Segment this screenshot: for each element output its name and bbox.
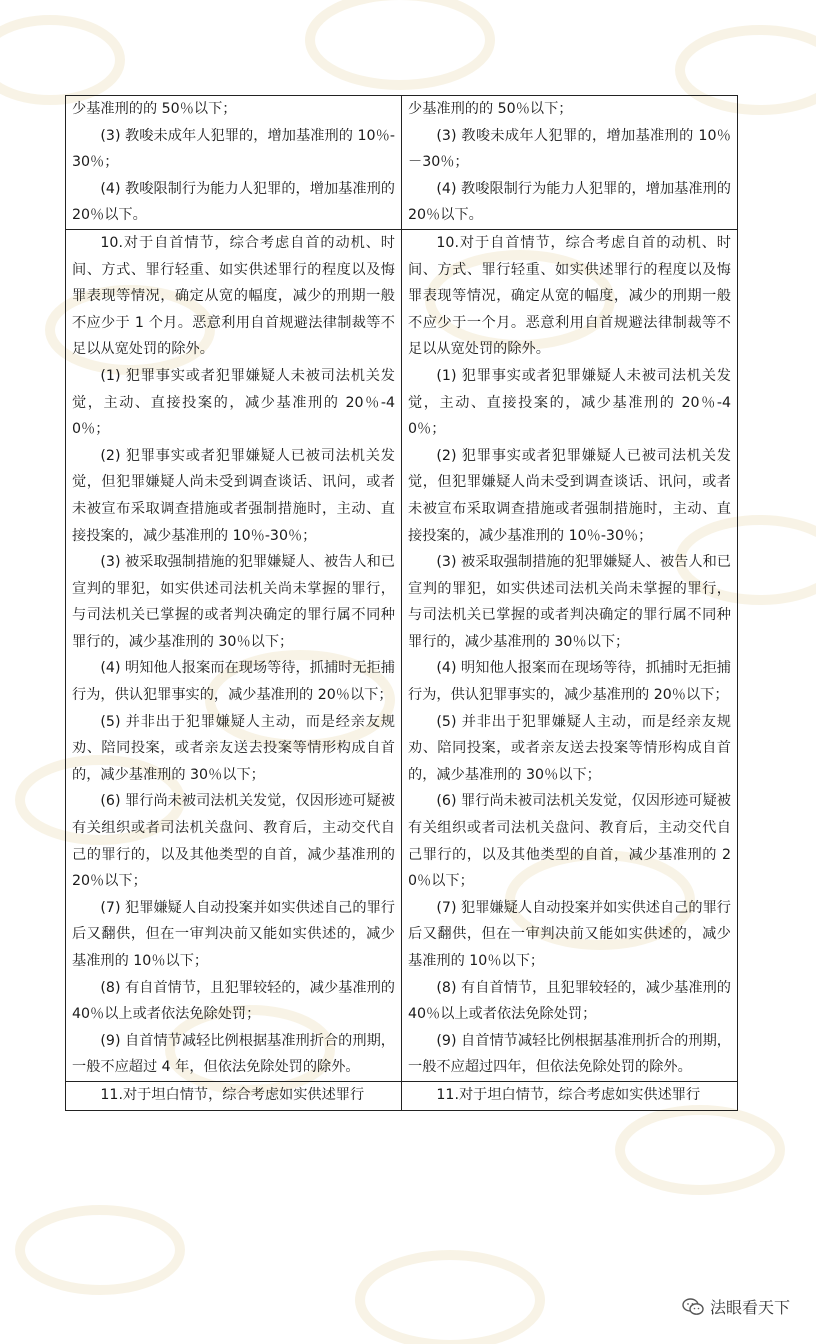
table-row — [66, 1081, 738, 1110]
wechat-icon — [682, 1298, 704, 1316]
left-cell — [66, 96, 402, 230]
paragraph: 10.对于自首情节，综合考虑自首的动机、时间、方式、罪行轻重、如实供述罪行的程度以及悔罪表现等情况，确定从宽的幅度，减少的刑期一般不应少于 1 个月。恶意利用自首规避法律制裁等不足以从宽处罚的除外。 — [72, 234, 395, 358]
paragraph: (5) 并非出于犯罪嫌疑人主动，而是经亲友规劝、陪同投案，或者亲友送去投案等情形构成自首的，减少基准刑的 30％以下； — [72, 713, 395, 783]
paragraph: (4) 明知他人报案而在现场等待，抓捕时无拒捕行为，供认犯罪事实的，减少基准刑的 20％以下； — [408, 660, 731, 704]
paragraph: (5) 并非出于犯罪嫌疑人主动，而是经亲友规劝、陪同投案，或者亲友送去投案等情形构成自首的，减少基准刑的 30％以下； — [408, 713, 731, 783]
paragraph: (3) 被采取强制措施的犯罪嫌疑人、被告人和已宣判的罪犯，如实供述司法机关尚未掌握的罪行，与司法机关已掌握的或者判决确定的罪行属不同种罪行的，减少基准刑的 30％以下； — [408, 554, 731, 650]
brand-name: 法眼看天下 — [709, 1298, 790, 1317]
comparison-table — [65, 95, 738, 1111]
paragraph: (8) 有自首情节，且犯罪较轻的，减少基准刑的 40％以上或者依法免除处罚； — [408, 979, 731, 1023]
left-cell — [66, 229, 402, 1081]
paragraph: 11.对于坦白情节，综合考虑如实供述罪行 — [100, 1086, 365, 1103]
paragraph: (7) 犯罪嫌疑人自动投案并如实供述自己的罪行后又翻供，但在一审判决前又能如实供述的，减少基准刑的 10％以下； — [408, 899, 731, 969]
left-cell — [66, 1081, 402, 1110]
paragraph: 10.对于自首情节，综合考虑自首的动机、时间、方式、罪行轻重、如实供述罪行的程度以及悔罪表现等情况，确定从宽的幅度，减少的刑期一般不应少于一个月。恶意利用自首规避法律制裁等不足以从宽处罚的除外。 — [408, 234, 731, 358]
paragraph: (1) 犯罪事实或者犯罪嫌疑人未被司法机关发觉，主动、直接投案的，减少基准刑的 20％-40％； — [72, 367, 395, 438]
paragraph: (2) 犯罪事实或者犯罪嫌疑人已被司法机关发觉，但犯罪嫌疑人尚未受到调查谈话、讯问，或者未被宣布采取调查措施或者强制措施时，主动、直接投案的，减少基准刑的 10％-30％； — [72, 447, 395, 544]
paragraph: 11.对于坦白情节，综合考虑如实供述罪行 — [436, 1086, 701, 1103]
table-row — [66, 96, 738, 230]
table-row — [66, 229, 738, 1081]
paragraph: (3) 被采取强制措施的犯罪嫌疑人、被告人和已宣判的罪犯，如实供述司法机关尚未掌握的罪行，与司法机关已掌握的或者判决确定的罪行属不同种罪行的，减少基准刑的 30％以下； — [72, 554, 395, 650]
paragraph: (3) 教唆未成年人犯罪的，增加基准刑的 10％－30％； — [408, 127, 731, 171]
paragraph: (6) 罪行尚未被司法机关发觉，仅因形迹可疑被有关组织或者司法机关盘问、教育后，主动交代自己罪行的，以及其他类型的自首，减少基准刑的 20％以下； — [408, 793, 731, 890]
paragraph: (6) 罪行尚未被司法机关发觉，仅因形迹可疑被有关组织或者司法机关盘问、教育后，主动交代自己的罪行的，以及其他类型的自首，减少基准刑的 20％以下； — [72, 793, 395, 890]
paragraph: (4) 教唆限制行为能力人犯罪的，增加基准刑的 20％以下。 — [408, 180, 731, 224]
paragraph: (8) 有自首情节，且犯罪较轻的，减少基准刑的 40％以上或者依法免除处罚； — [72, 979, 395, 1023]
paragraph: (2) 犯罪事实或者犯罪嫌疑人已被司法机关发觉，但犯罪嫌疑人尚未受到调查谈话、讯问，或者未被宣布采取调查措施或者强制措施时，主动、直接投案的，减少基准刑的 10％-30％； — [408, 447, 731, 544]
paragraph: (9) 自首情节减轻比例根据基准刑折合的刑期，一般不应超过 4 年，但依法免除处罚的除外。 — [72, 1032, 395, 1076]
paragraph: (4) 明知他人报案而在现场等待，抓捕时无拒捕行为，供认犯罪事实的，减少基准刑的 20％以下； — [72, 660, 395, 704]
right-cell — [402, 1081, 738, 1110]
paragraph: (4) 教唆限制行为能力人犯罪的，增加基准刑的 20％以下。 — [72, 180, 395, 224]
paragraph: 少基准刑的的 50％以下； — [408, 101, 573, 117]
paragraph: (9) 自首情节减轻比例根据基准刑折合的刑期，一般不应超过四年，但依法免除处罚的除外。 — [408, 1032, 731, 1076]
paragraph: 少基准刑的的 50％以下； — [72, 101, 237, 117]
footer-brand — [682, 1295, 790, 1318]
right-cell — [402, 229, 738, 1081]
table-body — [66, 96, 738, 1111]
right-cell — [402, 96, 738, 230]
paragraph: (1) 犯罪事实或者犯罪嫌疑人未被司法机关发觉，主动、直接投案的，减少基准刑的 20％-40％； — [408, 367, 731, 438]
paragraph: (3) 教唆未成年人犯罪的，增加基准刑的 10％-30％； — [72, 127, 395, 171]
paragraph: (7) 犯罪嫌疑人自动投案并如实供述自己的罪行后又翻供，但在一审判决前又能如实供述的，减少基准刑的 10％以下； — [72, 899, 395, 969]
